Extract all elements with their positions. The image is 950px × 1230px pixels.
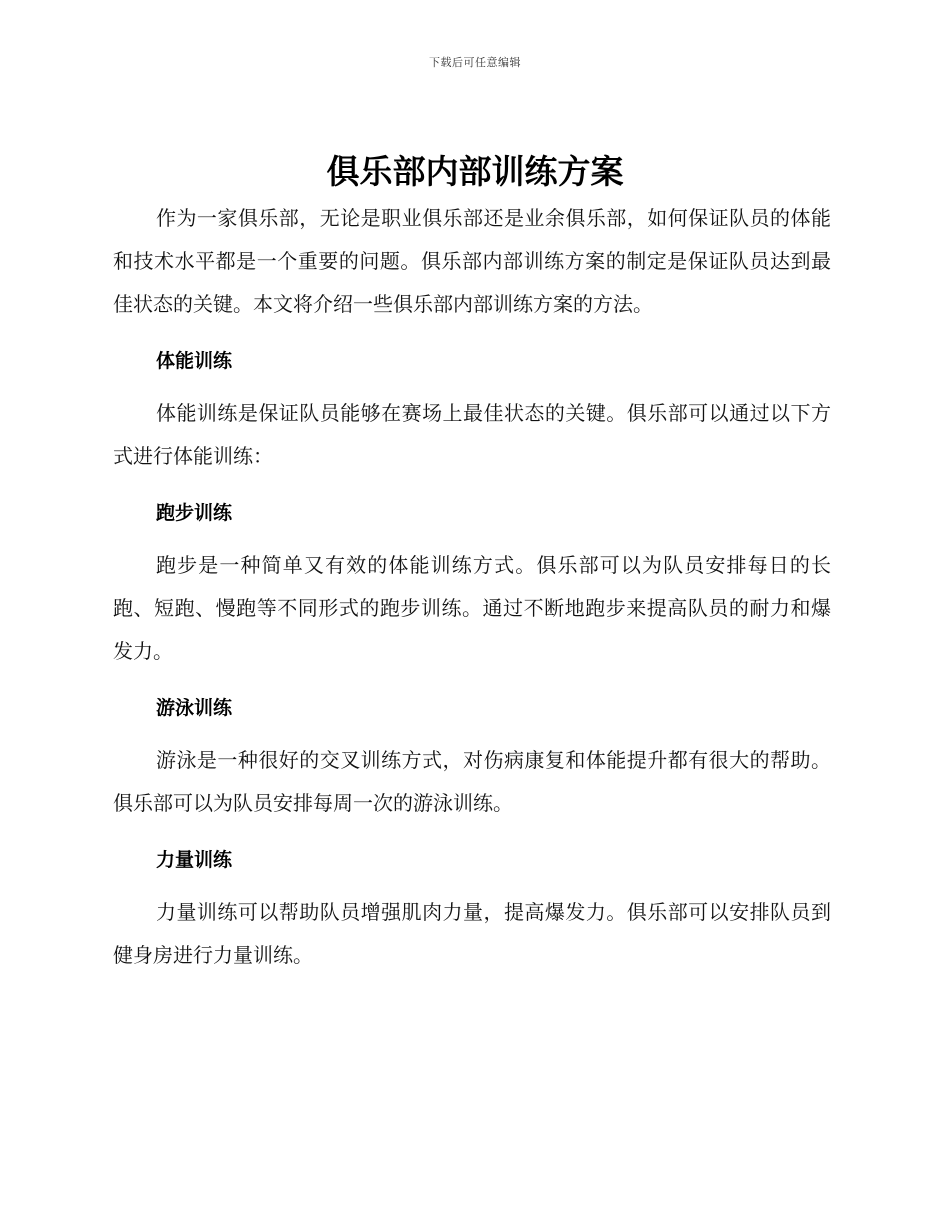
section-body-fitness: 体能训练是保证队员能够在赛场上最佳状态的关键。俱乐部可以通过以下方式进行体能训练： <box>113 401 831 468</box>
section-heading-running: 跑步训练 <box>156 502 233 524</box>
section-body-swimming: 游泳是一种很好的交叉训练方式，对伤病康复和体能提升都有很大的帮助。俱乐部可以为队员安排每周一次的游泳训练。 <box>113 748 831 815</box>
document-body <box>113 197 831 977</box>
section-heading-strength: 力量训练 <box>156 849 233 871</box>
page-header-note: 下载后可任意编辑 <box>429 56 521 69</box>
section-heading-swimming: 游泳训练 <box>156 697 233 719</box>
document-title: 俱乐部内部训练方案 <box>326 152 624 191</box>
section-body-strength: 力量训练可以帮助队员增强肌肉力量，提高爆发力。俱乐部可以安排队员到健身房进行力量训练。 <box>113 900 831 967</box>
section-heading-fitness: 体能训练 <box>156 350 233 372</box>
section-body-running: 跑步是一种简单又有效的体能训练方式。俱乐部可以为队员安排每日的长跑、短跑、慢跑等不同形式的跑步训练。通过不断地跑步来提高队员的耐力和爆发力。 <box>113 553 831 663</box>
intro-paragraph: 作为一家俱乐部，无论是职业俱乐部还是业余俱乐部，如何保证队员的体能和技术水平都是一个重要的问题。俱乐部内部训练方案的制定是保证队员达到最佳状态的关键。本文将介绍一些俱乐部内部训练方案的方法。 <box>113 206 831 316</box>
